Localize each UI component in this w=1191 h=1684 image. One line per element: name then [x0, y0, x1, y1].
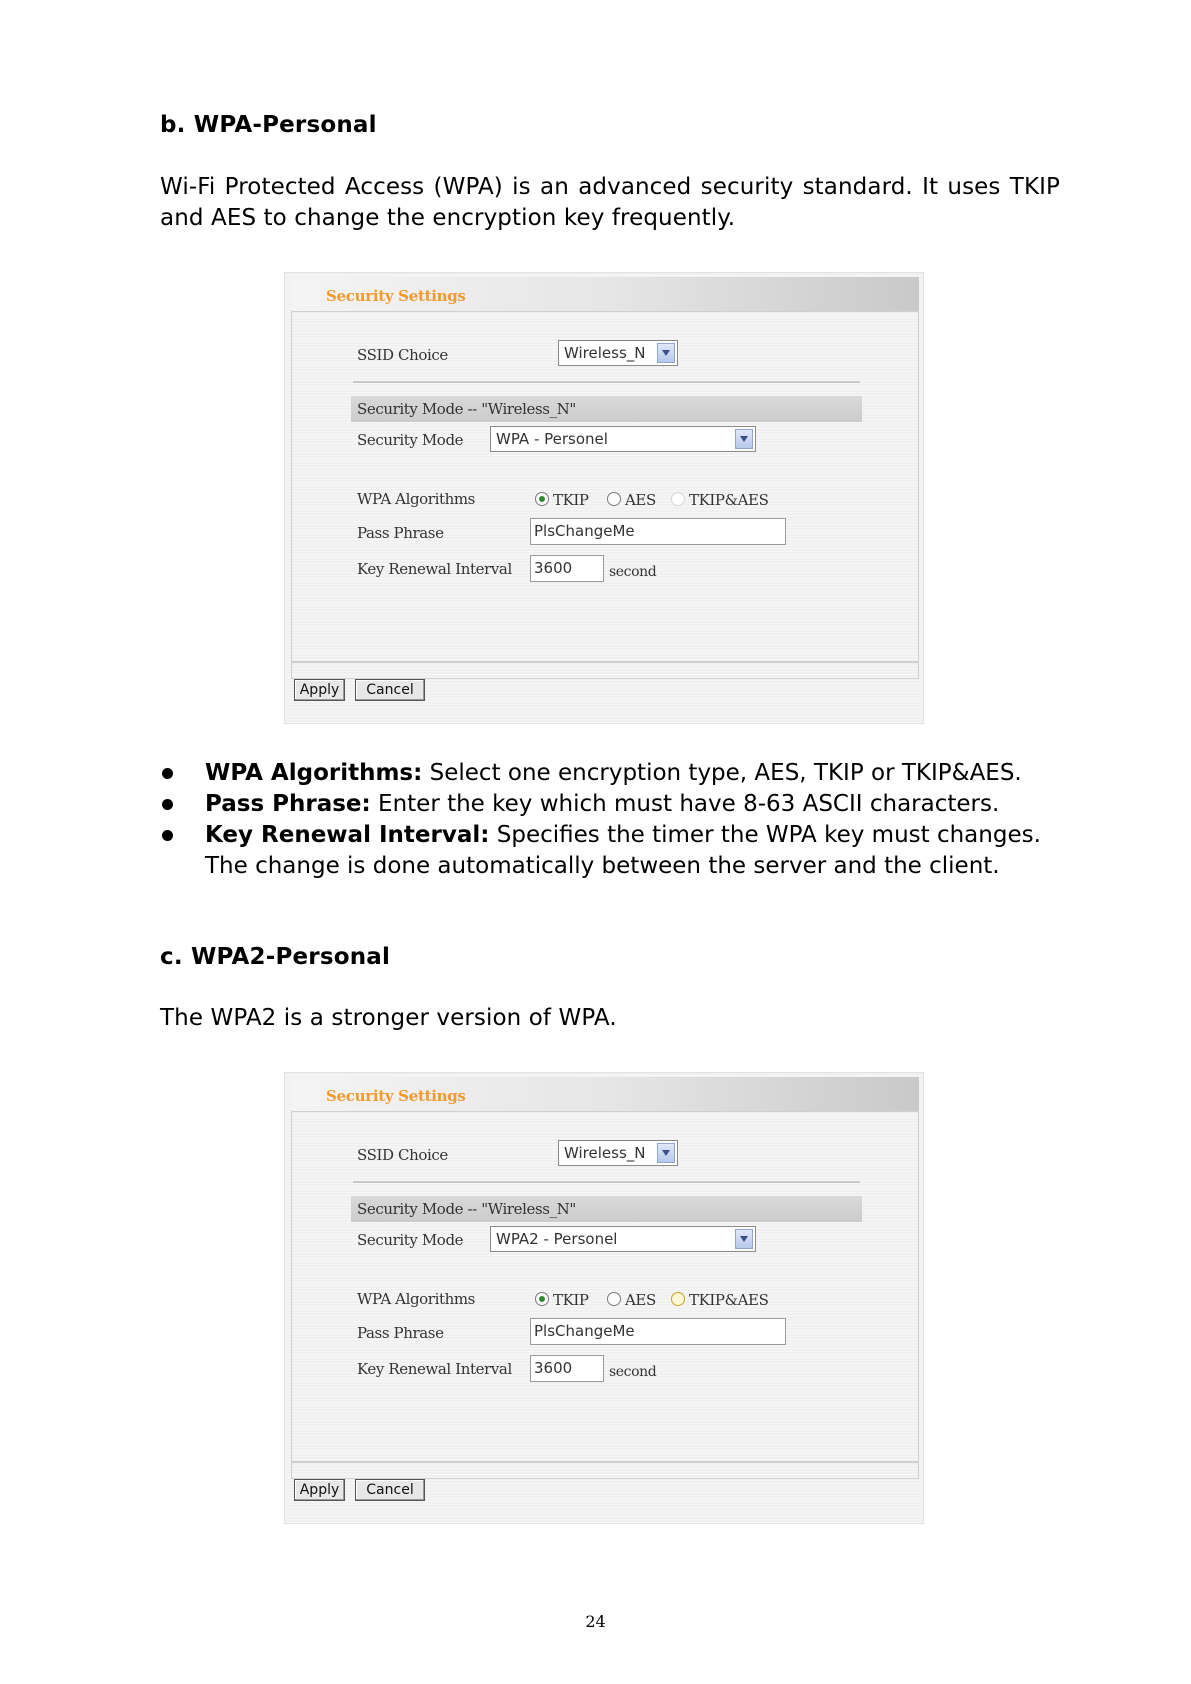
security-mode-select[interactable] — [490, 1226, 756, 1252]
list-item — [160, 758, 1060, 789]
panel-title: Security Settings — [326, 1087, 466, 1105]
radio-tkip-aes-label: TKIP&AES — [689, 491, 769, 509]
cancel-button[interactable]: Cancel — [355, 679, 425, 701]
ssid-choice-select[interactable] — [558, 340, 678, 366]
security-mode-header-bar — [351, 1196, 862, 1222]
security-mode-header: Security Mode -- "Wireless_N" — [357, 1200, 576, 1218]
ssid-choice-label: SSID Choice — [357, 346, 448, 364]
apply-button[interactable]: Apply — [294, 679, 345, 701]
key-renewal-unit: second — [609, 564, 657, 580]
pass-phrase-input[interactable]: PlsChangeMe — [530, 518, 786, 545]
cancel-button[interactable]: Cancel — [355, 1479, 425, 1501]
section-c-paragraph: The WPA2 is a stronger version of WPA. — [160, 1005, 617, 1031]
radio-aes-label: AES — [625, 491, 656, 509]
ssid-choice-select[interactable] — [558, 1140, 678, 1166]
security-mode-select[interactable] — [490, 426, 756, 452]
footer-divider — [291, 1461, 919, 1463]
bullet-text: Select one encryption type, AES, TKIP or TKIP&AES. — [422, 760, 1022, 786]
pass-phrase-label: Pass Phrase — [357, 1324, 444, 1342]
radio-tkip-aes[interactable] — [671, 492, 685, 506]
bullet-term: WPA Algorithms: — [205, 760, 423, 786]
security-mode-header: Security Mode -- "Wireless_N" — [357, 400, 576, 418]
bullet-list — [160, 758, 1060, 882]
wpa-algorithms-label: WPA Algorithms — [357, 490, 475, 508]
bullet-text: Specifies the timer the WPA key must changes. The change is done automatically between the server and the client. — [205, 822, 1041, 879]
security-mode-value: WPA - Personel — [496, 430, 608, 448]
radio-aes[interactable] — [607, 1292, 621, 1306]
security-mode-value: WPA2 - Personel — [496, 1230, 618, 1248]
radio-tkip[interactable] — [535, 492, 549, 506]
security-settings-screenshot-wpa2 — [284, 1072, 924, 1524]
radio-tkip-aes[interactable] — [671, 1292, 685, 1306]
chevron-down-icon[interactable] — [735, 429, 753, 449]
bullet-icon — [162, 830, 173, 841]
ssid-choice-value: Wireless_N — [564, 344, 646, 362]
pass-phrase-input[interactable]: PlsChangeMe — [530, 1318, 786, 1345]
key-renewal-unit: second — [609, 1364, 657, 1380]
chevron-down-icon[interactable] — [657, 343, 675, 363]
key-renewal-interval-input[interactable]: 3600 — [530, 1355, 604, 1382]
security-settings-screenshot-wpa — [284, 272, 924, 724]
apply-button[interactable]: Apply — [294, 1479, 345, 1501]
chevron-down-icon[interactable] — [657, 1143, 675, 1163]
footer-divider — [291, 661, 919, 663]
bullet-term: Pass Phrase: — [205, 791, 371, 817]
key-renewal-interval-label: Key Renewal Interval — [357, 1360, 512, 1378]
section-b-heading: b. WPA-Personal — [160, 112, 377, 138]
title-bar — [291, 1077, 919, 1111]
bullet-term: Key Renewal Interval: — [205, 822, 490, 848]
ssid-choice-label: SSID Choice — [357, 1146, 448, 1164]
page-number: 24 — [585, 1612, 606, 1631]
list-item — [160, 789, 1060, 820]
title-bar — [291, 277, 919, 311]
key-renewal-interval-label: Key Renewal Interval — [357, 560, 512, 578]
security-mode-header-bar — [351, 396, 862, 422]
radio-tkip-label: TKIP — [553, 1291, 589, 1309]
security-mode-label: Security Mode — [357, 431, 464, 449]
radio-aes-label: AES — [625, 1291, 656, 1309]
radio-aes[interactable] — [607, 492, 621, 506]
radio-tkip-aes-label: TKIP&AES — [689, 1291, 769, 1309]
radio-tkip[interactable] — [535, 1292, 549, 1306]
ssid-choice-value: Wireless_N — [564, 1144, 646, 1162]
radio-tkip-label: TKIP — [553, 491, 589, 509]
section-b-paragraph: Wi-Fi Protected Access (WPA) is an advanced security standard. It uses TKIP and AES to change the encryption key frequently. — [160, 174, 1060, 231]
bullet-icon — [162, 768, 173, 779]
bullet-icon — [162, 799, 173, 810]
panel-title: Security Settings — [326, 287, 466, 305]
security-mode-label: Security Mode — [357, 1231, 464, 1249]
list-item — [160, 820, 1060, 882]
section-c-heading: c. WPA2-Personal — [160, 944, 391, 970]
divider — [353, 381, 860, 383]
divider — [353, 1181, 860, 1183]
bullet-text: Enter the key which must have 8-63 ASCII characters. — [370, 791, 1000, 817]
pass-phrase-label: Pass Phrase — [357, 524, 444, 542]
key-renewal-interval-input[interactable]: 3600 — [530, 555, 604, 582]
wpa-algorithms-label: WPA Algorithms — [357, 1290, 475, 1308]
chevron-down-icon[interactable] — [735, 1229, 753, 1249]
